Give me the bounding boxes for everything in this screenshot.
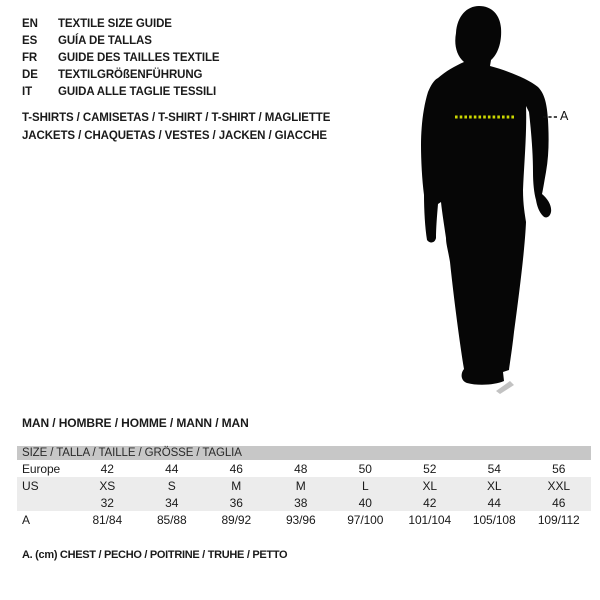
size-cell: 42 — [100, 461, 114, 476]
size-cell: 44 — [165, 461, 179, 476]
size-cell: 54 — [487, 461, 501, 476]
row-label: Europe — [22, 461, 61, 476]
size-table-header: SIZE / TALLA / TAILLE / GRÖSSE / TAGLIA — [17, 446, 591, 460]
size-cell: 89/92 — [221, 512, 252, 527]
size-cell: M — [295, 478, 306, 493]
language-label: GUIDA ALLE TAGLIE TESSILI — [58, 85, 217, 98]
size-cell: 42 — [423, 495, 437, 510]
size-cell: 46 — [552, 495, 566, 510]
size-cell: 105/108 — [472, 512, 516, 527]
size-cell: 85/88 — [156, 512, 187, 527]
language-code: FR — [22, 51, 38, 64]
language-row — [22, 66, 220, 83]
language-list — [22, 15, 220, 100]
size-figure — [400, 0, 600, 400]
size-cell: 81/84 — [92, 512, 123, 527]
language-label: TEXTILGRÖßENFÜHRUNG — [58, 68, 203, 81]
size-cell: 93/96 — [285, 512, 316, 527]
language-row — [22, 15, 220, 32]
table-row — [17, 477, 591, 494]
size-cell: 109/112 — [537, 512, 580, 527]
language-label: TEXTILE SIZE GUIDE — [58, 17, 172, 30]
size-cell: 101/104 — [408, 512, 452, 527]
size-cell: 38 — [294, 495, 308, 510]
table-row — [17, 460, 591, 477]
category-line: JACKETS / CHAQUETAS / VESTES / JACKEN / GIACCHE — [22, 129, 327, 142]
size-cell: M — [231, 478, 242, 493]
man-silhouette-graphic — [400, 0, 600, 400]
size-cell: 56 — [552, 461, 566, 476]
language-label: GUIDE DES TAILLES TEXTILE — [58, 51, 220, 64]
language-code: IT — [22, 85, 33, 98]
language-label: GUÍA DE TALLAS — [58, 34, 152, 47]
category-lines — [22, 110, 330, 145]
row-label: A — [22, 512, 30, 527]
size-cell: 52 — [423, 461, 437, 476]
size-table — [17, 446, 591, 528]
category-line: T-SHIRTS / CAMISETAS / T-SHIRT / T-SHIRT / MAGLIETTE — [22, 112, 331, 124]
man-silhouette — [421, 6, 551, 385]
footnote: A. (cm) CHEST / PECHO / POITRINE / TRUHE / PETTO — [22, 549, 288, 561]
foot-shadow — [496, 381, 514, 394]
size-cell: 44 — [487, 495, 501, 510]
size-cell: 50 — [358, 461, 372, 476]
size-cell: XS — [99, 478, 116, 493]
language-row — [22, 49, 220, 66]
table-row — [17, 511, 591, 528]
size-cell: 36 — [229, 495, 243, 510]
size-cell: 34 — [165, 495, 179, 510]
size-cell: 32 — [100, 495, 114, 510]
row-label: US — [22, 478, 39, 493]
size-cell: 48 — [294, 461, 308, 476]
table-row — [17, 494, 591, 511]
size-cell: XL — [422, 478, 437, 493]
size-cell: 40 — [358, 495, 372, 510]
measurement-label-a: A — [560, 109, 569, 123]
size-cell: XL — [487, 478, 502, 493]
size-cell: 46 — [229, 461, 243, 476]
size-cell: XXL — [547, 478, 570, 493]
language-code: ES — [22, 34, 38, 47]
size-cell: L — [361, 478, 369, 493]
section-title: MAN / HOMBRE / HOMME / MANN / MAN — [22, 416, 249, 430]
size-cell: 97/100 — [347, 512, 384, 527]
language-row — [22, 32, 220, 49]
language-code: EN — [22, 17, 38, 30]
language-code: DE — [22, 68, 38, 81]
size-cell: S — [167, 478, 176, 493]
size-table-body — [17, 460, 591, 528]
language-row — [22, 83, 220, 100]
